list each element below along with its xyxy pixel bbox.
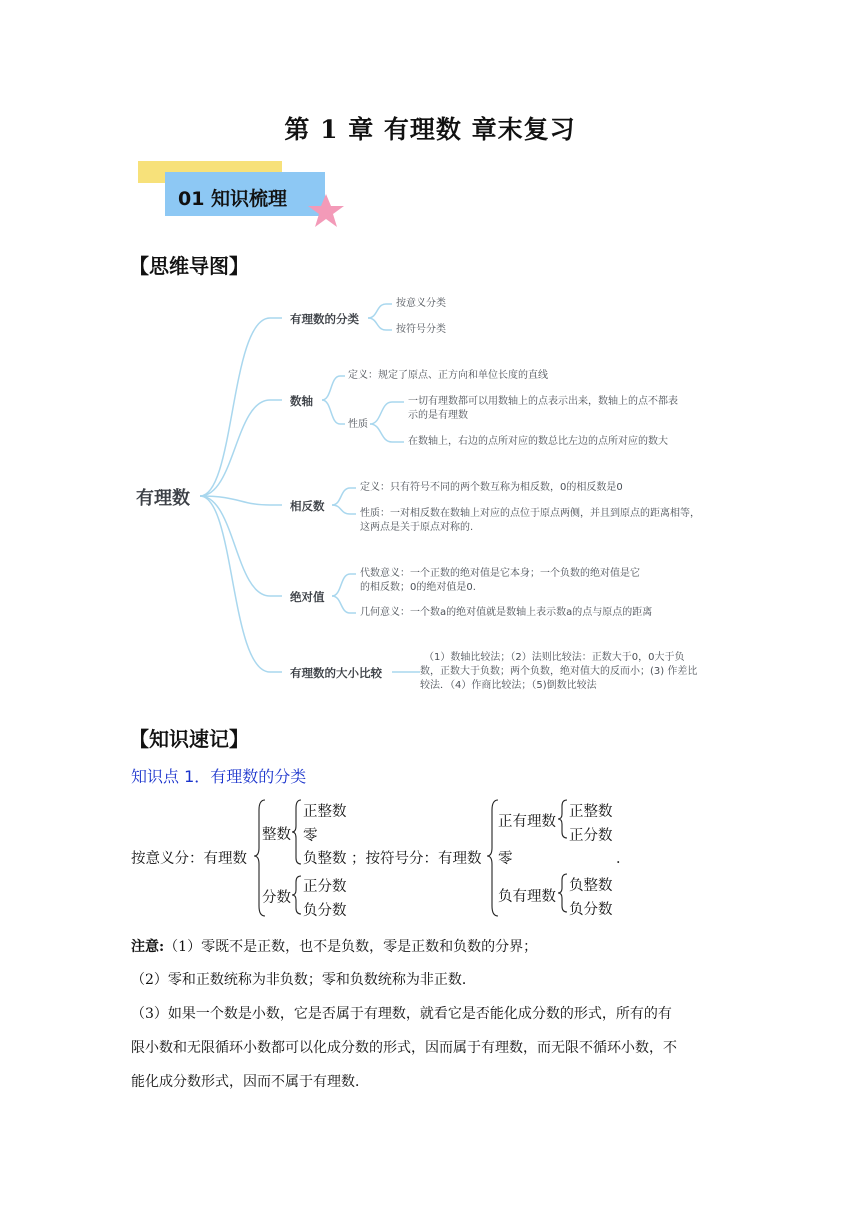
absolute-algebra-a: 代数意义：一个正数的绝对值是它本身；一个负数的绝对值是它 xyxy=(360,568,640,579)
period: ． xyxy=(616,851,631,867)
sign-zero: 零 xyxy=(498,851,513,867)
absolute-geometry: 几何意义：一个数a的绝对值就是数轴上表示数a的点与原点的距离 xyxy=(360,607,653,618)
classification-by-sign: 按符号分类 xyxy=(396,324,446,335)
sign-positive-fraction: 正分数 xyxy=(569,828,613,844)
integer-label: 整数 xyxy=(262,827,291,843)
note-1-text: （1）零既不是正数，也不是负数，零是正数和负数的分界； xyxy=(164,939,538,955)
sign-negative-fraction: 负分数 xyxy=(569,902,613,918)
note-3a: （3）如果一个数是小数，它是否属于有理数，就看它是否能化成分数的形式，所有的有 xyxy=(131,1006,672,1022)
positive-fraction: 正分数 xyxy=(303,879,347,895)
memo-heading: 【知识速记】 xyxy=(129,727,249,751)
sign-positive-integer: 正整数 xyxy=(569,804,613,820)
note-1 xyxy=(131,936,537,956)
branch-opposite: 相反数 xyxy=(290,499,325,513)
opposite-property-a: 性质：一对相反数在数轴上对应的点位于原点两侧，并且到原点的距离相等， xyxy=(360,508,700,519)
knowledge-point-title: 知识点 1．有理数的分类 xyxy=(131,767,307,786)
positive-rational: 正有理数 xyxy=(498,814,556,830)
compare-line-3: 较法．（4）作商比较法；（5)倒数比较法 xyxy=(420,680,597,691)
mindmap-heading: 【思维导图】 xyxy=(129,254,249,278)
compare-line-1: （1）数轴比较法；（2）法则比较法：正数大于0，0大于负 xyxy=(424,652,685,663)
negative-fraction: 负分数 xyxy=(303,903,347,919)
compare-line-2: 数，正数大于负数；两个负数，绝对值大的反而小；(3) 作差比 xyxy=(420,666,698,677)
note-3c: 能化成分数形式，因而不属于有理数． xyxy=(131,1074,369,1090)
opposite-property-b: 这两点是关于原点对称的. xyxy=(360,522,474,533)
negative-rational: 负有理数 xyxy=(498,889,556,905)
numberline-property-1a: 一切有理数都可以用数轴上的点表示出来，数轴上的点不都表 xyxy=(408,396,678,407)
numberline-property-label: 性质 xyxy=(348,419,368,430)
absolute-algebra-b: 的相反数；0的绝对值是0. xyxy=(360,582,476,593)
mindmap-root: 有理数 xyxy=(136,488,190,509)
negative-integer: 负整数 xyxy=(303,851,347,867)
branch-compare: 有理数的大小比较 xyxy=(290,666,382,680)
zero: 零 xyxy=(303,828,318,844)
fraction-label: 分数 xyxy=(262,890,291,906)
note-label: 注意: xyxy=(131,939,165,955)
branch-absolute: 绝对值 xyxy=(290,590,325,604)
classification-by-meaning: 按意义分类 xyxy=(396,298,446,309)
sign-negative-integer: 负整数 xyxy=(569,878,613,894)
numberline-property-1b: 示的是有理数 xyxy=(408,410,468,421)
page-title: 第 1 章 有理数 章末复习 xyxy=(284,115,576,144)
note-2: （2）零和正数统称为非负数；零和负数统称为非正数． xyxy=(131,972,476,988)
by-sign-label: ；按符号分：有理数 xyxy=(351,851,482,867)
branch-classification: 有理数的分类 xyxy=(290,312,359,326)
numberline-property-2: 在数轴上，右边的点所对应的数总比左边的点所对应的数大 xyxy=(408,436,668,447)
positive-integer: 正整数 xyxy=(303,804,347,820)
branch-numberline: 数轴 xyxy=(290,394,313,408)
banner-text: 01 知识梳理 xyxy=(178,188,288,210)
opposite-definition: 定义：只有符号不同的两个数互称为相反数，0的相反数是0 xyxy=(360,482,623,493)
numberline-definition: 定义：规定了原点、正方向和单位长度的直线 xyxy=(348,370,548,381)
note-3b: 限小数和无限循环小数都可以化成分数的形式，因而属于有理数，而无限不循环小数，不 xyxy=(131,1040,677,1056)
by-meaning-label: 按意义分：有理数 xyxy=(131,851,247,867)
